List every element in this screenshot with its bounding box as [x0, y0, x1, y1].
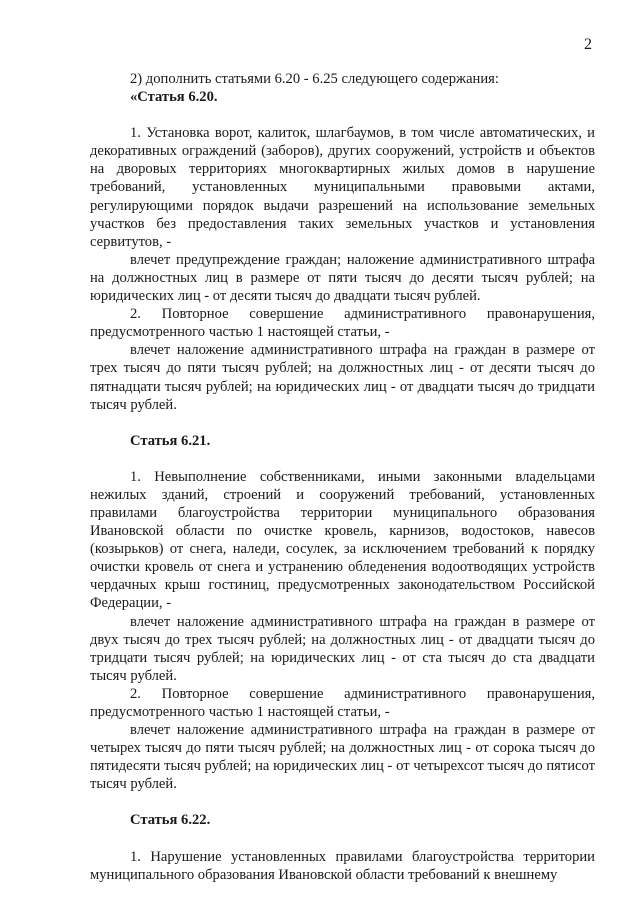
article-paragraph: 2. Повторное совершение административного правонарушения, предусмотренного частью 1 настоящей статьи, -: [90, 306, 595, 341]
article-paragraph: 1. Установка ворот, калиток, шлагбаумов, в том числе автоматических, и декоративных ограждений (заборов), других сооружений, устройств и объектов на дворовых территориях многоквартирных жилых домов в нарушение требований, установленных муниципальными правовыми актами, регулирующими порядок выдачи разрешений на использование земельных участков без предоставления таких земельных участков и установления сервитутов, -: [90, 125, 595, 250]
article-heading: Статья 6.21.: [130, 432, 211, 449]
intro-line: 2) дополнить статьями 6.20 - 6.25 следующего содержания:: [130, 71, 499, 87]
article-paragraph: влечет наложение административного штрафа на граждан в размере от четырех тысяч до пяти тысяч рублей; на должностных лиц - от сорока тысяч до пятидесяти тысяч рублей; на юридических лиц - от четырехсот тысяч до пятисот тысяч рублей.: [90, 722, 595, 793]
spacer: [90, 450, 595, 468]
spacer: [90, 830, 595, 848]
spacer: [90, 106, 595, 124]
article-heading: Статья 6.22.: [130, 812, 211, 829]
document-body: [90, 70, 595, 884]
spacer: [90, 414, 595, 432]
article-paragraph: влечет наложение административного штрафа на граждан в размере от трех тысяч до пяти тысяч рублей; на должностных лиц - от десяти тысяч до пятнадцати тысяч рублей; на юридических лиц - от двадцати тысяч до тридцати тысяч рублей.: [90, 342, 595, 413]
article-heading: «Статья 6.20.: [130, 89, 218, 106]
article-paragraph: влечет предупреждение граждан; наложение административного штрафа на должностных лиц в размере от пяти тысяч до десяти тысяч рублей; на юридических лиц - от десяти тысяч до двадцати тысяч рублей.: [90, 251, 595, 305]
article-paragraph: 2. Повторное совершение административного правонарушения, предусмотренного частью 1 настоящей статьи, -: [90, 685, 595, 720]
spacer: [90, 793, 595, 811]
article-paragraph: 1. Нарушение установленных правилами благоустройства территории муниципального образования Ивановской области требований к внешнему: [90, 848, 595, 883]
page-number: 2: [584, 36, 592, 53]
article-paragraph: 1. Невыполнение собственниками, иными законными владельцами нежилых зданий, строений и сооружений требований, установленных правилами благоустройства территории муниципального образования Ивановской области по очистке кровель, карнизов, водостоков, навесов (козырьков) от снега, наледи, сосулек, за исключением требований к порядку очистки кровель от снега и устранению обледенения водоотводящих устройств чердачных крыш гостиниц, предусмотренных законодательством Российской Федерации, -: [90, 468, 595, 612]
article-paragraph: влечет наложение административного штрафа на граждан в размере от двух тысяч до трех тысяч рублей; на должностных лиц - от двадцати тысяч до тридцати тысяч рублей; на юридических лиц - от ста тысяч до ста двадцати тысяч рублей.: [90, 613, 595, 684]
